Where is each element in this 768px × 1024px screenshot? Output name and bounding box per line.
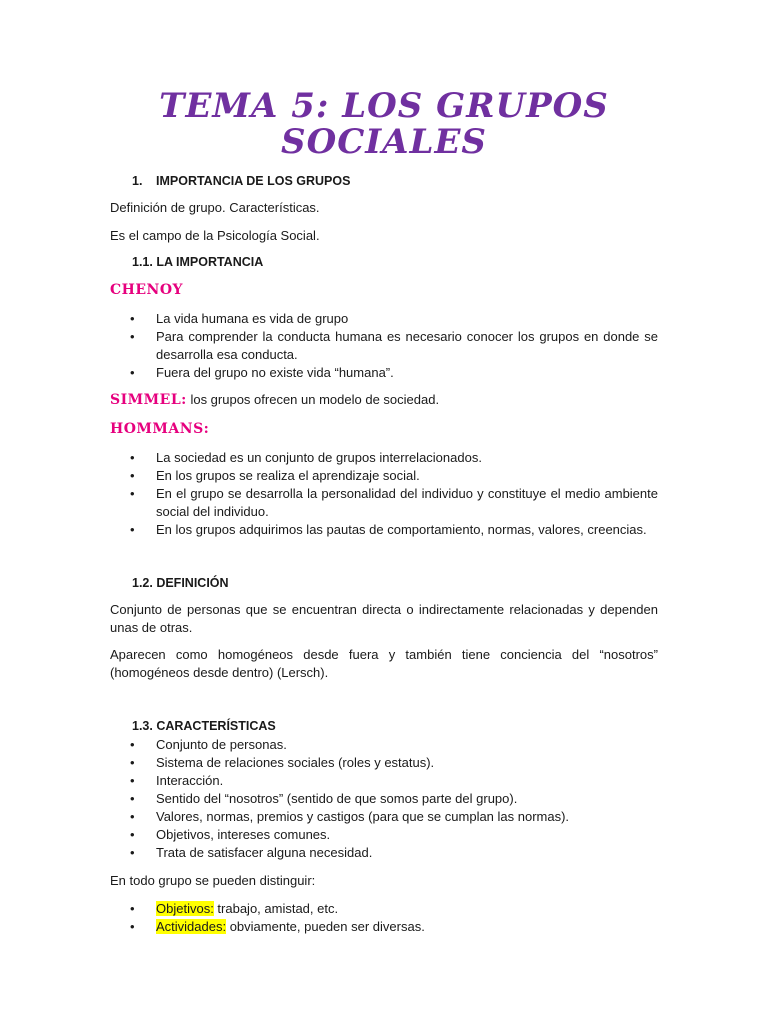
section-1-1-heading: 1.1. LA IMPORTANCIA bbox=[132, 255, 264, 269]
bullet: • bbox=[130, 827, 135, 842]
list-item: Fuera del grupo no existe vida “humana”. bbox=[156, 365, 394, 380]
author-label-hommans: HOMMANS: bbox=[110, 421, 210, 437]
author-label-simmel: SIMMEL: bbox=[110, 392, 187, 408]
section-1-2-heading: 1.2. DEFINICIÓN bbox=[132, 576, 229, 590]
list-item: Sistema de relaciones sociales (roles y estatus). bbox=[156, 755, 435, 770]
simmel-text: los grupos ofrecen un modelo de sociedad. bbox=[186, 392, 440, 407]
bullet: • bbox=[130, 919, 135, 934]
bullet: • bbox=[130, 311, 135, 326]
list-item: Sentido del “nosotros” (sentido de que somos parte del grupo). bbox=[156, 791, 518, 806]
list-item: Para comprender la conducta humana es necesario conocer los grupos en donde se desarrolla esa conducta. bbox=[156, 329, 658, 362]
list-item: Trata de satisfacer alguna necesidad. bbox=[156, 845, 373, 860]
section-1-heading: IMPORTANCIA DE LOS GRUPOS bbox=[156, 174, 351, 188]
list-item: Valores, normas, premios y castigos (para que se cumplan las normas). bbox=[156, 809, 570, 824]
paragraph-distinguish-intro: En todo grupo se pueden distinguir: bbox=[110, 873, 316, 888]
highlighted-term-objetivos: Objetivos: bbox=[156, 901, 214, 916]
list-item: En el grupo se desarrolla la personalidad del individuo y constituye el medio ambiente social del individuo. bbox=[156, 486, 658, 519]
highlighted-term-actividades: Actividades: bbox=[156, 919, 227, 934]
term-description: obviamente, pueden ser diversas. bbox=[226, 919, 425, 934]
term-description: trabajo, amistad, etc. bbox=[213, 901, 339, 916]
bullet: • bbox=[130, 468, 135, 483]
bullet: • bbox=[130, 450, 135, 465]
bullet: • bbox=[130, 486, 135, 501]
bullet: • bbox=[130, 329, 135, 344]
paragraph-homogeneous: Aparecen como homogéneos desde fuera y también tiene conciencia del “nosotros” (homogéneos desde dentro) (Lersch). bbox=[110, 647, 658, 680]
bullet: • bbox=[130, 901, 135, 916]
list-item: En los grupos se realiza el aprendizaje social. bbox=[156, 468, 420, 483]
bullet: • bbox=[130, 773, 135, 788]
paragraph-definition-text: Conjunto de personas que se encuentran directa o indirectamente relacionadas y dependen unas de otras. bbox=[110, 602, 658, 635]
paragraph-definition: Definición de grupo. Características. bbox=[110, 200, 320, 215]
list-item bbox=[156, 918, 425, 936]
bullet: • bbox=[130, 845, 135, 860]
document-title-line-2: SOCIALES bbox=[281, 122, 487, 162]
document-title-line-1: TEMA 5: LOS GRUPOS bbox=[159, 86, 609, 126]
list-item: Interacción. bbox=[156, 773, 224, 788]
bullet: • bbox=[130, 365, 135, 380]
list-item: Objetivos, intereses comunes. bbox=[156, 827, 331, 842]
list-item: En los grupos adquirimos las pautas de comportamiento, normas, valores, creencias. bbox=[156, 522, 647, 537]
bullet: • bbox=[130, 737, 135, 752]
list-item bbox=[156, 900, 338, 918]
section-1-number: 1. bbox=[132, 174, 143, 188]
list-item: La vida humana es vida de grupo bbox=[156, 311, 349, 326]
bullet: • bbox=[130, 791, 135, 806]
simmel-paragraph bbox=[110, 391, 439, 409]
section-1-3-heading: 1.3. CARACTERÍSTICAS bbox=[132, 719, 276, 733]
bullet: • bbox=[130, 755, 135, 770]
bullet: • bbox=[130, 522, 135, 537]
paragraph-field: Es el campo de la Psicología Social. bbox=[110, 228, 320, 243]
author-label-chenoy: CHENOY bbox=[110, 282, 184, 298]
bullet: • bbox=[130, 809, 135, 824]
list-item: La sociedad es un conjunto de grupos interrelacionados. bbox=[156, 450, 482, 465]
list-item: Conjunto de personas. bbox=[156, 737, 287, 752]
